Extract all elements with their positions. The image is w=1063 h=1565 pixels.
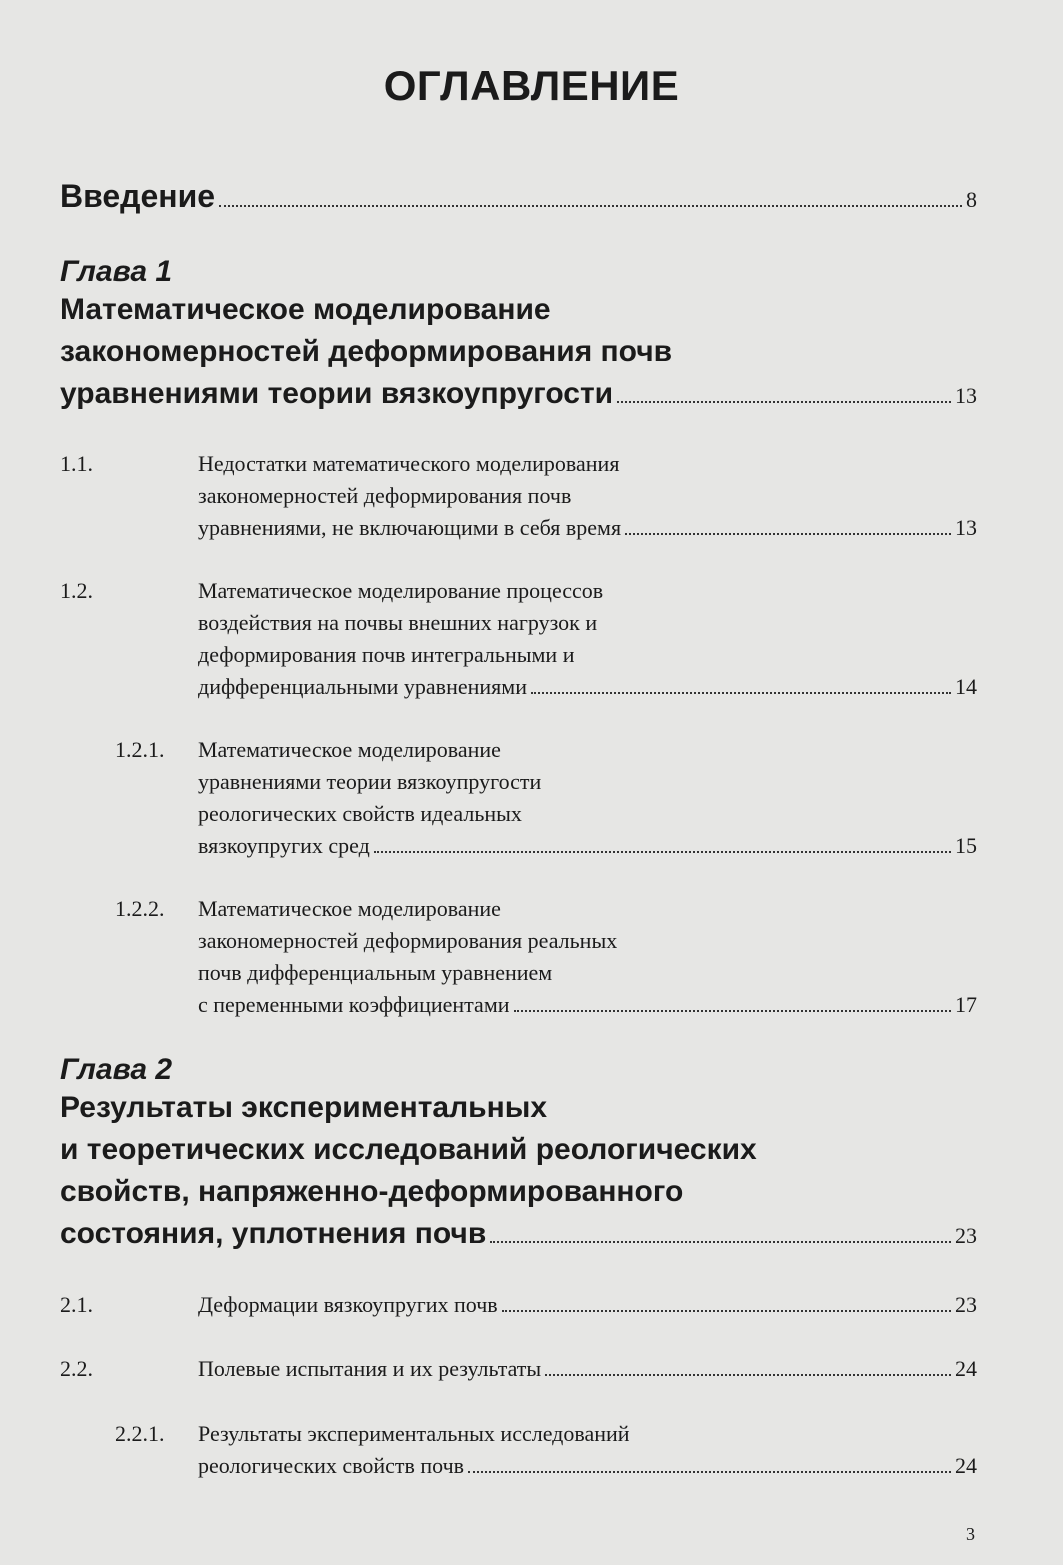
entry-page: 15 [955,833,977,858]
toc-entry-introduction [60,178,977,215]
section-title-line: вязкоупругих сред [198,833,370,858]
toc-chapter-1 [60,255,977,417]
chapter-label: Глава 2 [60,1053,173,1086]
section-title-line: Математическое моделирование [198,737,501,762]
section-title-line: с переменными коэффициентами [198,992,510,1017]
entry-page: 17 [955,992,977,1017]
chapter-title-line: и теоретических исследований реологических [60,1133,757,1166]
section-number: 1.2.1. [115,737,165,762]
page-number: 3 [966,1524,975,1544]
chapter-title-line: свойств, напряженно-деформированного [60,1175,684,1208]
chapter-title-line: Результаты экспериментальных [60,1091,548,1124]
section-number: 1.1. [60,451,93,476]
entry-page: 23 [955,1223,977,1248]
entry-page: 14 [955,674,977,699]
dot-leader [514,1010,951,1012]
section-title-line: деформирования почв интегральными и [198,642,575,667]
dot-leader [468,1471,951,1473]
dot-leader [374,851,951,853]
dot-leader [531,692,951,694]
section-number: 1.2.2. [115,896,165,921]
chapter-title-line: закономерностей деформирования почв [60,335,673,368]
entry-page: 13 [955,515,977,540]
toc-section-1-2-2 [60,893,977,1023]
section-number: 2.2.1. [115,1421,165,1446]
entry-page: 13 [955,383,977,408]
section-title-line: Полевые испытания и их результаты [198,1356,542,1381]
section-title-line: закономерностей деформирования почв [198,483,572,508]
section-title-line: уравнениями, не включающими в себя время [198,515,622,540]
toc-section-1-2 [60,575,977,705]
section-title-line: Результаты экспериментальных исследований [198,1421,630,1446]
toc-section-1-2-1 [60,734,977,864]
toc-section-2-2 [60,1353,977,1389]
section-title-line: Математическое моделирование процессов [198,578,604,603]
entry-page: 24 [955,1453,977,1478]
entry-page: 23 [955,1292,977,1317]
entry-label: Введение [60,178,216,214]
section-number: 2.2. [60,1356,93,1381]
chapter-title-line: состояния, уплотнения почв [60,1217,487,1250]
toc-section-2-1 [60,1289,977,1325]
section-title-line: дифференциальными уравнениями [198,674,527,699]
section-number: 2.1. [60,1292,93,1317]
section-title-line: Деформации вязкоупругих почв [198,1292,498,1317]
section-number: 1.2. [60,578,93,603]
section-title-line: Математическое моделирование [198,896,501,921]
toc-section-1-1 [60,448,977,548]
section-title-line: уравнениями теории вязкоупругости [198,769,542,794]
section-title-line: реологических свойств почв [198,1453,465,1478]
section-title-line: Недостатки математического моделирования [198,451,620,476]
dot-leader [617,401,951,403]
page-title: ОГЛАВЛЕНИЕ [383,62,680,109]
section-title-line: закономерностей деформирования реальных [198,928,618,953]
entry-page: 8 [966,187,977,212]
dot-leader [502,1310,951,1312]
toc-chapter-2 [60,1053,977,1257]
chapter-title-line: уравнениями теории вязкоупругости [60,377,614,410]
chapter-title-line: Математическое моделирование [60,293,551,326]
dot-leader [490,1241,951,1243]
chapter-label: Глава 1 [60,255,173,288]
entry-page: 24 [955,1356,977,1381]
dot-leader [545,1374,951,1376]
section-title-line: реологических свойств идеальных [198,801,522,826]
dot-leader [219,205,962,207]
toc-section-2-2-1 [60,1418,977,1488]
section-title-line: воздействия на почвы внешних нагрузок и [198,610,598,635]
section-title-line: почв дифференциальным уравнением [198,960,553,985]
dot-leader [625,533,951,535]
